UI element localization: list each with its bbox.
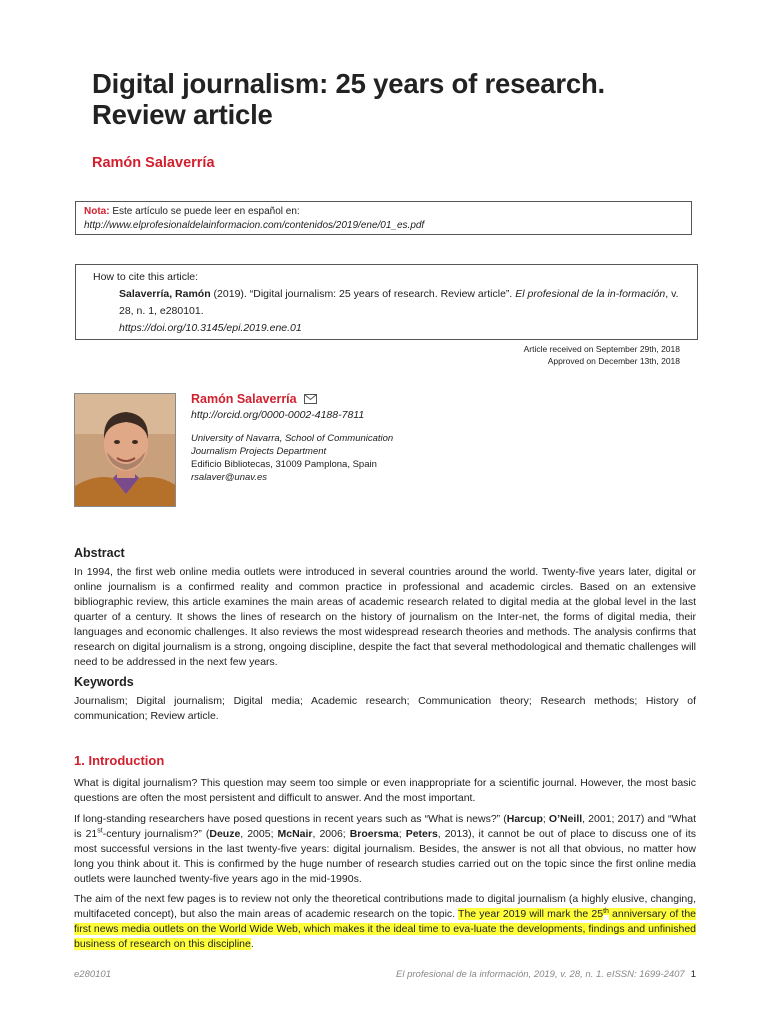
p2-sep2: ; — [398, 828, 406, 840]
p2-a: If long-standing researchers have posed questions in recent years such as “What is news?” ( — [74, 813, 507, 825]
approved-date: Approved on December 13th, 2018 — [547, 356, 680, 366]
p3-end: . — [250, 938, 254, 950]
p2-e: , 2006; — [312, 828, 350, 840]
intro-paragraph-3 — [74, 892, 696, 952]
highlight-2: anniversary of the first news media outlets on the World Wide Web, which makes it the ideal time to eva-luate the developments, findings and unfinished business of research on this discipline — [74, 908, 697, 950]
intro-paragraph-1: What is digital journalism? This question may seem too simple or even inappropriate for a scientific journal. However, the most basic questions are often the most persistent and difficult to answer. And the most important. — [74, 777, 696, 804]
cite-journal: El profesional de la in-formación — [515, 288, 666, 300]
title-line-2: Review article — [92, 99, 273, 130]
highlight-1: The year 2019 will mark the 25 — [458, 908, 604, 920]
nota-label: Nota: — [84, 206, 110, 217]
intro-paragraph-2 — [74, 812, 696, 887]
footer-article-id: e280101 — [74, 969, 111, 980]
p2-b: , 2001; 2017) and “What is 21 — [74, 813, 696, 840]
abstract-heading: Abstract — [74, 546, 125, 560]
article-dates — [524, 343, 680, 367]
mail-icon[interactable] — [304, 392, 317, 408]
p2-c: -century journalism?” ( — [102, 828, 210, 840]
nota-url-link[interactable]: http://www.elprofesionaldelainformacion.com/contenidos/2019/ene/01_es.pdf — [84, 220, 425, 231]
p2-f: , 2013), it cannot be out of place to discuss one of its most successful versions in the last twenty-five years: digital journalism. Besides, the answer is not all that obvious, no matter how long you think about it. This is confirmed by the huge number of research studies carried out on the topic since the first online media outlets were launched twenty-five years ago in the mid-1990s. — [74, 828, 696, 885]
received-date: Article received on September 29th, 2018 — [523, 344, 680, 354]
bio-affiliation-1: University of Navarra, School of Communication — [191, 433, 394, 444]
cite-peters: Peters — [405, 828, 438, 840]
cite-reference — [93, 286, 685, 320]
cite-broersma: Broersma — [349, 828, 399, 840]
bio-address: Edificio Bibliotecas, 31009 Pamplona, Spain — [191, 459, 377, 470]
intro-heading: 1. Introduction — [74, 753, 165, 768]
abstract-text: In 1994, the first web online media outlets were introduced in several countries around the world. Twenty-five years later, digital or online journalism is a confirmed reality and common practice in professional and academic circles. Based on an extensive bibliographic review, this article examines the main areas of academic research related to digital media at the global level in the last quarter of a century. It shows the lines of research on the history of journalism on the Inter-net, the forms of digital media, their languages and economic challenges. It also reviews the most widespread research theories and methods. The analysis confirms that research on digital journalism is a strong, ongoing discipline, despite the fact that several methodological and thematic challenges will need to be addressed in the next few years. — [74, 566, 696, 668]
cite-author: Salaverría, Ramón — [119, 288, 211, 300]
citation-box — [75, 264, 698, 340]
p2-sep1: ; — [542, 813, 549, 825]
nota-text: Este artículo se puede leer en español en: — [112, 206, 300, 217]
footer-publication: El profesional de la información — [396, 969, 529, 980]
cite-mcnair: McNair — [277, 828, 313, 840]
page-number: 1 — [690, 969, 696, 980]
footer-details: , 2019, v. 28, n. 1. eISSN: 1699-2407 — [528, 969, 685, 980]
author-bio — [191, 391, 393, 484]
bio-email[interactable]: rsalaver@unav.es — [191, 472, 267, 483]
keywords-text: Journalism; Digital journalism; Digital media; Academic research; Communication theory; Research methods; History of communication; Review article. — [74, 695, 696, 722]
cite-details: , v. 28, n. 1, e280101. — [119, 288, 679, 317]
author-name: Ramón Salaverría — [92, 155, 215, 171]
bio-name-row — [191, 391, 393, 408]
title-line-1: Digital journalism: 25 years of research. — [92, 68, 605, 99]
p2-st: st — [97, 827, 103, 835]
p3-a: The aim of the next few pages is to review not only the theoretical contributions made to digital journalism (a highly elusive, changing, multifaceted concept), but also the main areas of academic research on the topic. — [74, 893, 696, 920]
footer-right — [396, 969, 696, 980]
cite-oneill: O’Neill — [548, 813, 583, 825]
p2-d: , 2005; — [240, 828, 278, 840]
cite-harcup: Harcup — [506, 813, 543, 825]
cite-year-title: (2019). “Digital journalism: 25 years of research. Review article”. — [210, 288, 516, 300]
bio-name: Ramón Salaverría — [191, 392, 297, 406]
nota-box — [75, 201, 692, 235]
article-title — [92, 68, 712, 130]
orcid-link[interactable]: http://orcid.org/0000-0002-4188-7811 — [191, 409, 365, 421]
bio-affiliation-2: Journalism Projects Department — [191, 446, 327, 457]
keywords-heading: Keywords — [74, 675, 134, 689]
p3-th: th — [603, 907, 609, 915]
author-photo — [74, 393, 176, 507]
cite-deuze: Deuze — [209, 828, 241, 840]
cite-heading: How to cite this article: — [93, 271, 199, 283]
doi-link[interactable]: https://doi.org/10.3145/epi.2019.ene.01 — [119, 322, 302, 334]
